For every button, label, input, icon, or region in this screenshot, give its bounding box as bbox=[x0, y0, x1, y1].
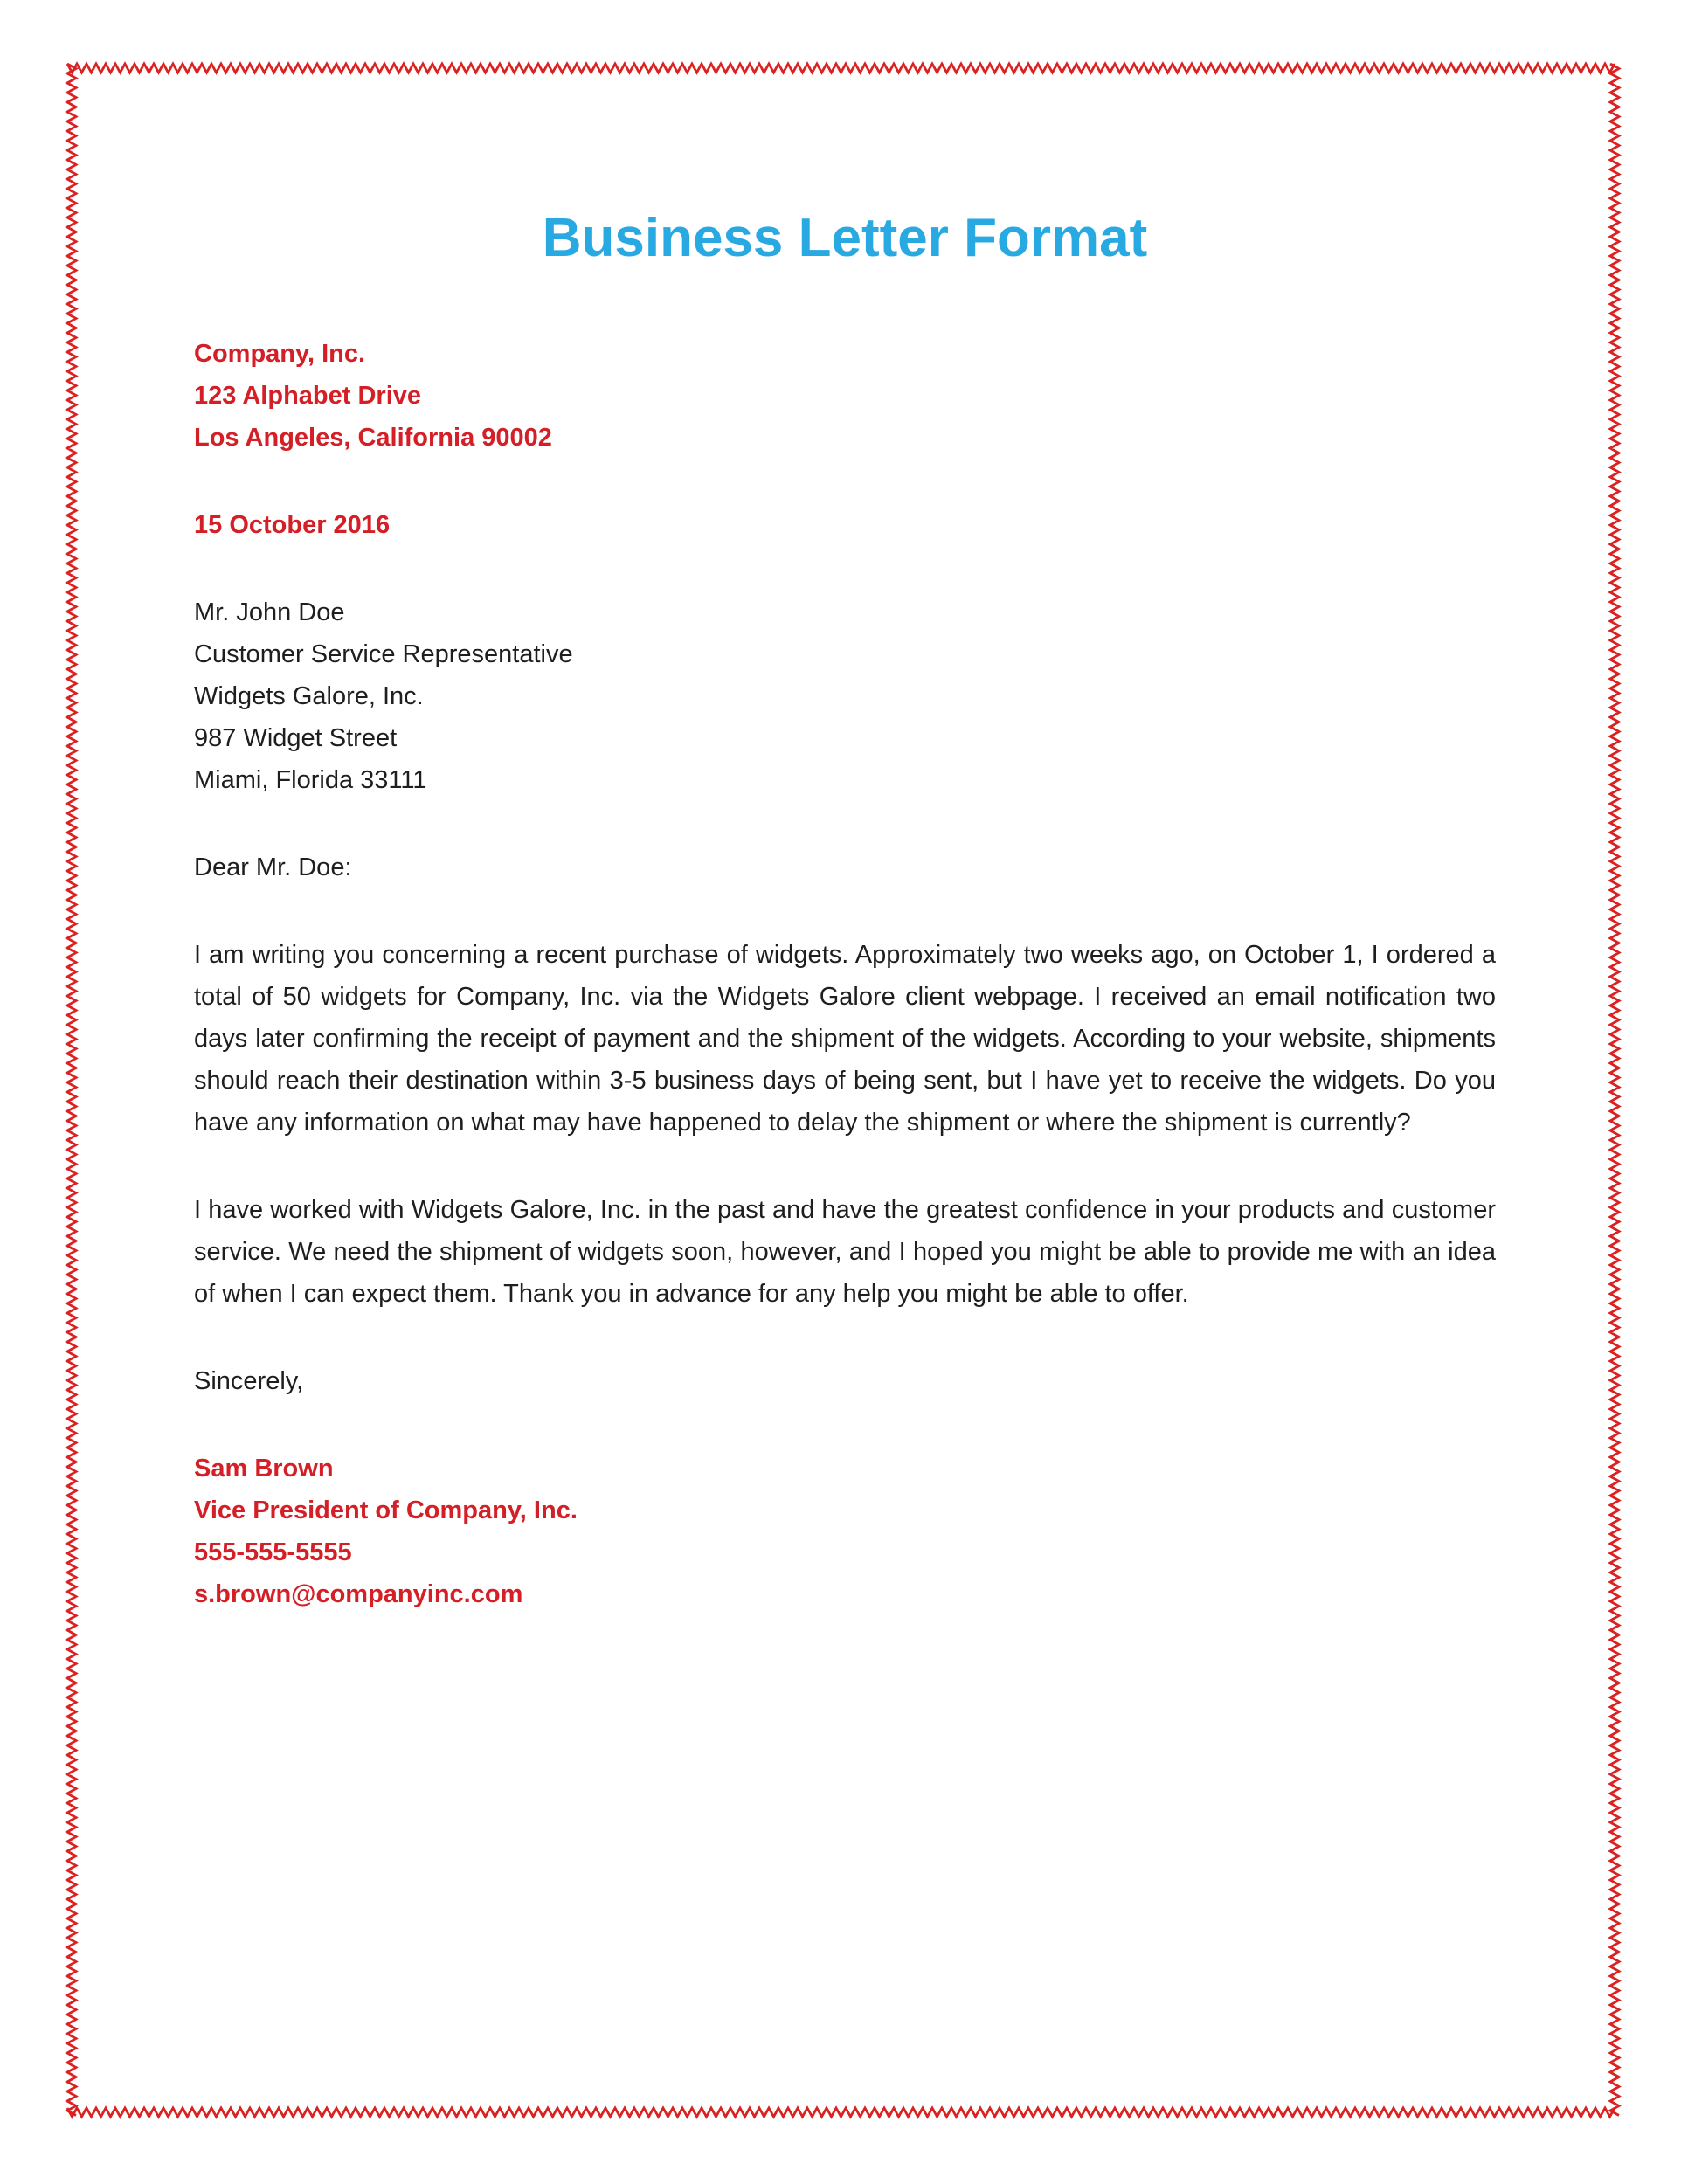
sender-city: Los Angeles, California 90002 bbox=[194, 424, 552, 452]
recipient-company: Widgets Galore, Inc. bbox=[194, 682, 424, 710]
closing-block bbox=[194, 1360, 1496, 1402]
sender-address-block bbox=[194, 333, 1496, 459]
signature-name: Sam Brown bbox=[194, 1455, 334, 1482]
signature-email: s.brown@companyinc.com bbox=[194, 1580, 523, 1608]
body-paragraph-2: I have worked with Widgets Galore, Inc. in the past and have the greatest confidence in your products and customer service. We need the shipment of widgets soon, however, and I hoped you might be able to provide me with an idea of when I can expect them. Thank you in advance for any help you might be able to offer. bbox=[194, 1196, 1496, 1308]
sender-company: Company, Inc. bbox=[194, 340, 366, 368]
recipient-job-title: Customer Service Representative bbox=[194, 640, 573, 668]
salutation: Dear Mr. Doe: bbox=[194, 854, 352, 881]
body-paragraph-1: I am writing you concerning a recent purchase of widgets. Approximately two weeks ago, on October 1, I ordered a total of 50 widgets for Company, Inc. via the Widgets Galore client webpage. I received an email notification two days later confirming the receipt of payment and the shipment of the widgets. According to your website, shipments should reach their destination within 3-5 business days of being sent, but I have yet to receive the widgets. Do you have any information on what may have happened to delay the shipment or where the shipment is currently? bbox=[194, 941, 1496, 1137]
recipient-city: Miami, Florida 33111 bbox=[194, 766, 427, 794]
recipient-address-block bbox=[194, 591, 1496, 801]
salutation-block bbox=[194, 847, 1496, 888]
closing: Sincerely, bbox=[194, 1367, 304, 1395]
recipient-name: Mr. John Doe bbox=[194, 598, 345, 626]
signature-job-title: Vice President of Company, Inc. bbox=[194, 1496, 578, 1524]
page-title: Business Letter Format bbox=[542, 208, 1148, 268]
date-block bbox=[194, 504, 1496, 546]
letter-content bbox=[194, 0, 1496, 1615]
signature-phone: 555-555-5555 bbox=[194, 1538, 352, 1566]
sender-street: 123 Alphabet Drive bbox=[194, 382, 422, 410]
signature-block bbox=[194, 1448, 1496, 1615]
recipient-street: 987 Widget Street bbox=[194, 724, 398, 752]
letter-date: 15 October 2016 bbox=[194, 511, 391, 539]
